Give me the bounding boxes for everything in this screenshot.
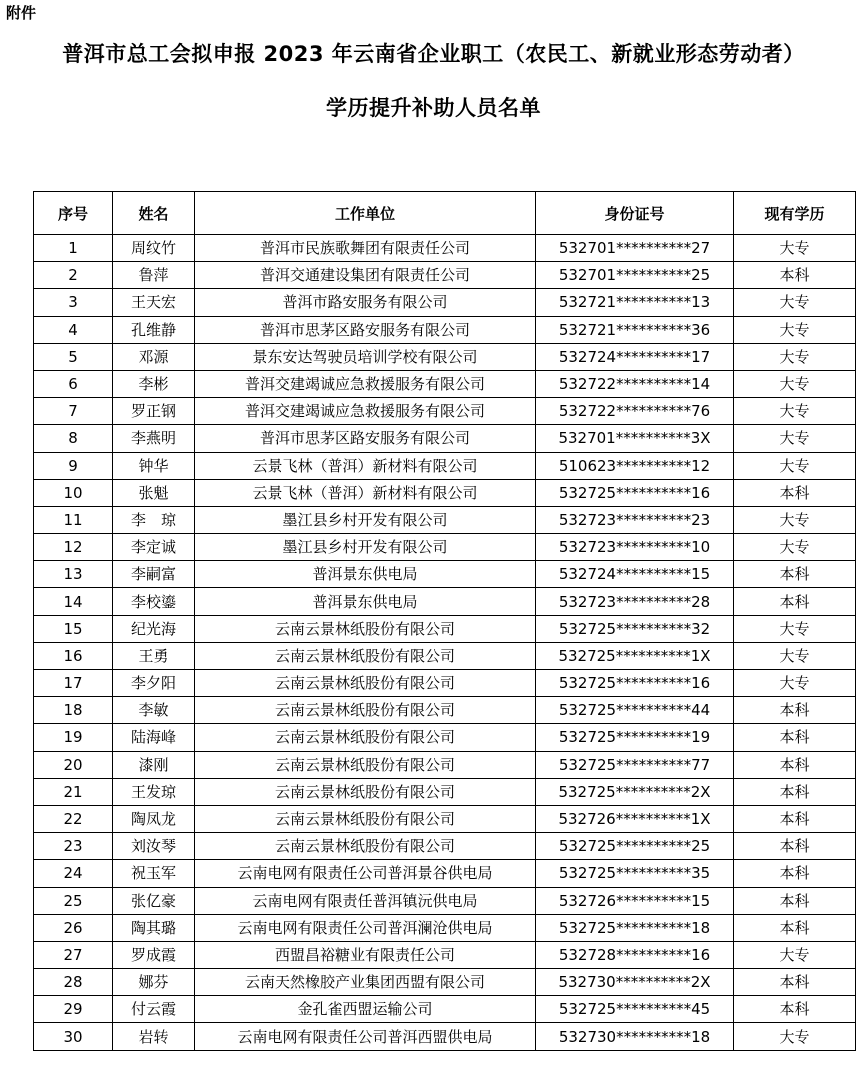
cell-work-unit: 云南云景林纸股份有限公司 (195, 778, 536, 805)
document-title-line-2: 学历提升补助人员名单 (326, 96, 541, 120)
table-row (34, 615, 856, 642)
cell-id-number: 532724**********15 (536, 561, 734, 588)
cell-id-number: 532726**********1X (536, 805, 734, 832)
cell-id-number: 532725**********16 (536, 670, 734, 697)
cell-work-unit: 普洱市民族歌舞团有限责任公司 (195, 235, 536, 262)
cell-education: 大专 (734, 642, 856, 669)
header-work-unit: 工作单位 (195, 192, 536, 235)
document-title-line-1: 普洱市总工会拟申报 2023 年云南省企业职工（农民工、新就业形态劳动者） (62, 42, 805, 66)
cell-work-unit: 云南云景林纸股份有限公司 (195, 833, 536, 860)
cell-education: 本科 (734, 588, 856, 615)
table-row (34, 425, 856, 452)
cell-name: 漆刚 (113, 751, 195, 778)
table-row (34, 642, 856, 669)
cell-serial-number: 1 (34, 235, 113, 262)
cell-name: 张魁 (113, 479, 195, 506)
header-id-number: 身份证号 (536, 192, 734, 235)
cell-education: 大专 (734, 289, 856, 316)
cell-education: 大专 (734, 941, 856, 968)
cell-education: 本科 (734, 969, 856, 996)
cell-id-number: 532701**********27 (536, 235, 734, 262)
cell-id-number: 532723**********28 (536, 588, 734, 615)
cell-education: 本科 (734, 697, 856, 724)
cell-work-unit: 云南天然橡胶产业集团西盟有限公司 (195, 969, 536, 996)
cell-serial-number: 7 (34, 398, 113, 425)
cell-name: 李燕明 (113, 425, 195, 452)
cell-id-number: 532723**********10 (536, 534, 734, 561)
cell-id-number: 532725**********45 (536, 996, 734, 1023)
cell-education: 大专 (734, 615, 856, 642)
table-header-row (34, 192, 856, 235)
cell-serial-number: 30 (34, 1023, 113, 1050)
cell-name: 纪光海 (113, 615, 195, 642)
cell-id-number: 532730**********18 (536, 1023, 734, 1050)
cell-id-number: 532725**********44 (536, 697, 734, 724)
cell-id-number: 510623**********12 (536, 452, 734, 479)
cell-education: 本科 (734, 887, 856, 914)
cell-name: 李夕阳 (113, 670, 195, 697)
header-serial-number: 序号 (34, 192, 113, 235)
cell-serial-number: 24 (34, 860, 113, 887)
cell-work-unit: 云景飞林（普洱）新材料有限公司 (195, 479, 536, 506)
cell-work-unit: 云南云景林纸股份有限公司 (195, 670, 536, 697)
cell-name: 李敏 (113, 697, 195, 724)
table-row (34, 588, 856, 615)
cell-work-unit: 普洱交通建设集团有限责任公司 (195, 262, 536, 289)
cell-id-number: 532725**********18 (536, 914, 734, 941)
cell-id-number: 532725**********2X (536, 778, 734, 805)
table-row (34, 343, 856, 370)
cell-education: 大专 (734, 534, 856, 561)
cell-id-number: 532725**********32 (536, 615, 734, 642)
cell-name: 陶凤龙 (113, 805, 195, 832)
cell-work-unit: 云南云景林纸股份有限公司 (195, 724, 536, 751)
table-row (34, 262, 856, 289)
cell-work-unit: 云南云景林纸股份有限公司 (195, 615, 536, 642)
header-name: 姓名 (113, 192, 195, 235)
cell-serial-number: 27 (34, 941, 113, 968)
table-row (34, 860, 856, 887)
cell-id-number: 532725**********16 (536, 479, 734, 506)
cell-serial-number: 25 (34, 887, 113, 914)
cell-id-number: 532730**********2X (536, 969, 734, 996)
cell-id-number: 532722**********14 (536, 370, 734, 397)
cell-id-number: 532725**********25 (536, 833, 734, 860)
cell-id-number: 532725**********19 (536, 724, 734, 751)
cell-name: 李定诚 (113, 534, 195, 561)
cell-name: 王发琼 (113, 778, 195, 805)
cell-id-number: 532724**********17 (536, 343, 734, 370)
table-row (34, 778, 856, 805)
cell-name: 岩转 (113, 1023, 195, 1050)
cell-education: 大专 (734, 452, 856, 479)
cell-name: 张亿豪 (113, 887, 195, 914)
table-row (34, 724, 856, 751)
cell-work-unit: 云景飞林（普洱）新材料有限公司 (195, 452, 536, 479)
cell-serial-number: 5 (34, 343, 113, 370)
cell-serial-number: 2 (34, 262, 113, 289)
cell-education: 本科 (734, 479, 856, 506)
table-row (34, 670, 856, 697)
cell-name: 罗正钢 (113, 398, 195, 425)
table-row (34, 561, 856, 588)
cell-education: 大专 (734, 398, 856, 425)
cell-name: 李校鎏 (113, 588, 195, 615)
cell-name: 付云霞 (113, 996, 195, 1023)
table-row (34, 941, 856, 968)
cell-id-number: 532701**********3X (536, 425, 734, 452)
applicant-table (33, 191, 856, 1051)
cell-education: 本科 (734, 561, 856, 588)
cell-work-unit: 普洱市思茅区路安服务有限公司 (195, 425, 536, 452)
cell-name: 王天宏 (113, 289, 195, 316)
table-row (34, 289, 856, 316)
cell-name: 刘汝琴 (113, 833, 195, 860)
cell-serial-number: 19 (34, 724, 113, 751)
cell-education: 大专 (734, 1023, 856, 1050)
table-row (34, 1023, 856, 1050)
cell-education: 大专 (734, 235, 856, 262)
cell-id-number: 532721**********13 (536, 289, 734, 316)
cell-id-number: 532701**********25 (536, 262, 734, 289)
table-row (34, 452, 856, 479)
cell-work-unit: 普洱景东供电局 (195, 561, 536, 588)
cell-id-number: 532725**********35 (536, 860, 734, 887)
cell-education: 大专 (734, 506, 856, 533)
cell-serial-number: 15 (34, 615, 113, 642)
table-body (34, 235, 856, 1051)
cell-name: 李彬 (113, 370, 195, 397)
table-row (34, 751, 856, 778)
cell-serial-number: 3 (34, 289, 113, 316)
cell-name: 邓源 (113, 343, 195, 370)
table-header (34, 192, 856, 235)
cell-name: 李 琼 (113, 506, 195, 533)
cell-id-number: 532728**********16 (536, 941, 734, 968)
cell-serial-number: 28 (34, 969, 113, 996)
cell-id-number: 532721**********36 (536, 316, 734, 343)
cell-education: 本科 (734, 805, 856, 832)
cell-serial-number: 20 (34, 751, 113, 778)
table-row (34, 506, 856, 533)
table-row (34, 316, 856, 343)
cell-education: 大专 (734, 316, 856, 343)
cell-serial-number: 10 (34, 479, 113, 506)
cell-serial-number: 13 (34, 561, 113, 588)
cell-work-unit: 云南电网有限责任公司普洱景谷供电局 (195, 860, 536, 887)
table-row (34, 370, 856, 397)
cell-education: 本科 (734, 724, 856, 751)
cell-education: 本科 (734, 778, 856, 805)
cell-id-number: 532726**********15 (536, 887, 734, 914)
cell-education: 本科 (734, 262, 856, 289)
cell-work-unit: 云南电网有限责任普洱镇沅供电局 (195, 887, 536, 914)
cell-work-unit: 普洱市思茅区路安服务有限公司 (195, 316, 536, 343)
cell-education: 大专 (734, 370, 856, 397)
cell-work-unit: 普洱市路安服务有限公司 (195, 289, 536, 316)
cell-work-unit: 云南电网有限责任公司普洱澜沧供电局 (195, 914, 536, 941)
cell-name: 李嗣富 (113, 561, 195, 588)
cell-id-number: 532725**********77 (536, 751, 734, 778)
cell-name: 王勇 (113, 642, 195, 669)
cell-work-unit: 云南云景林纸股份有限公司 (195, 697, 536, 724)
cell-serial-number: 8 (34, 425, 113, 452)
cell-work-unit: 普洱景东供电局 (195, 588, 536, 615)
cell-work-unit: 普洱交建竭诚应急救援服务有限公司 (195, 370, 536, 397)
cell-education: 大专 (734, 670, 856, 697)
cell-name: 周纹竹 (113, 235, 195, 262)
table-row (34, 833, 856, 860)
cell-serial-number: 4 (34, 316, 113, 343)
cell-name: 罗成霞 (113, 941, 195, 968)
cell-work-unit: 云南电网有限责任公司普洱西盟供电局 (195, 1023, 536, 1050)
table-row (34, 235, 856, 262)
cell-serial-number: 18 (34, 697, 113, 724)
cell-work-unit: 云南云景林纸股份有限公司 (195, 751, 536, 778)
cell-name: 陶其璐 (113, 914, 195, 941)
cell-work-unit: 云南云景林纸股份有限公司 (195, 642, 536, 669)
cell-education: 本科 (734, 860, 856, 887)
table-row (34, 996, 856, 1023)
table-row (34, 887, 856, 914)
cell-education: 本科 (734, 914, 856, 941)
attachment-label: 附件 (6, 4, 37, 22)
table-row (34, 697, 856, 724)
cell-id-number: 532725**********1X (536, 642, 734, 669)
cell-education: 本科 (734, 833, 856, 860)
cell-work-unit: 墨江县乡村开发有限公司 (195, 506, 536, 533)
cell-work-unit: 景东安达驾驶员培训学校有限公司 (195, 343, 536, 370)
cell-serial-number: 16 (34, 642, 113, 669)
cell-work-unit: 金孔雀西盟运输公司 (195, 996, 536, 1023)
cell-serial-number: 21 (34, 778, 113, 805)
cell-name: 祝玉军 (113, 860, 195, 887)
cell-work-unit: 西盟昌裕糖业有限责任公司 (195, 941, 536, 968)
cell-work-unit: 云南云景林纸股份有限公司 (195, 805, 536, 832)
cell-name: 孔维静 (113, 316, 195, 343)
table-row (34, 914, 856, 941)
cell-serial-number: 11 (34, 506, 113, 533)
cell-serial-number: 26 (34, 914, 113, 941)
cell-name: 鲁萍 (113, 262, 195, 289)
cell-serial-number: 17 (34, 670, 113, 697)
cell-serial-number: 6 (34, 370, 113, 397)
cell-education: 大专 (734, 343, 856, 370)
cell-education: 本科 (734, 751, 856, 778)
table-row (34, 479, 856, 506)
cell-name: 钟华 (113, 452, 195, 479)
cell-id-number: 532723**********23 (536, 506, 734, 533)
header-education: 现有学历 (734, 192, 856, 235)
cell-name: 娜芬 (113, 969, 195, 996)
cell-serial-number: 23 (34, 833, 113, 860)
cell-id-number: 532722**********76 (536, 398, 734, 425)
cell-serial-number: 9 (34, 452, 113, 479)
cell-serial-number: 12 (34, 534, 113, 561)
cell-serial-number: 29 (34, 996, 113, 1023)
cell-serial-number: 22 (34, 805, 113, 832)
cell-work-unit: 普洱交建竭诚应急救援服务有限公司 (195, 398, 536, 425)
table-row (34, 805, 856, 832)
table-row (34, 534, 856, 561)
table-row (34, 969, 856, 996)
cell-work-unit: 墨江县乡村开发有限公司 (195, 534, 536, 561)
cell-serial-number: 14 (34, 588, 113, 615)
cell-education: 本科 (734, 996, 856, 1023)
cell-education: 大专 (734, 425, 856, 452)
cell-name: 陆海峰 (113, 724, 195, 751)
table-row (34, 398, 856, 425)
